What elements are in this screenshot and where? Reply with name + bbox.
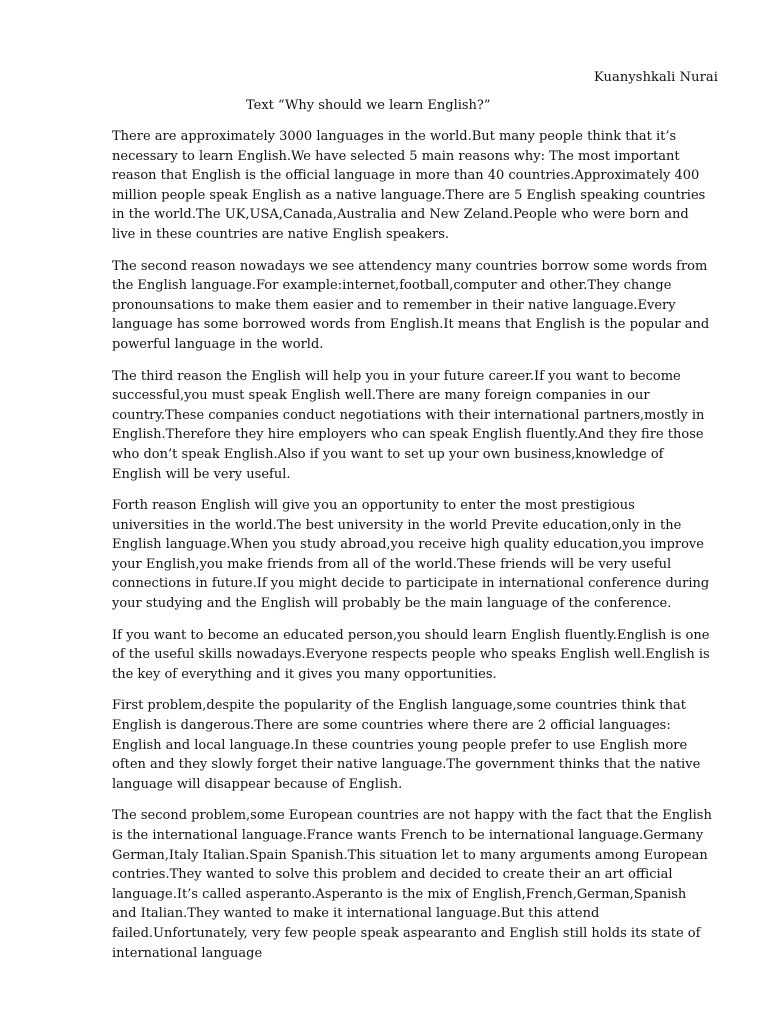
paragraph-4: Forth reason English will give you an opportunity to enter the most prestigious universities in the world.The best university in the world Previte education,only in the English language.When you study abroad,you receive high quality education,you improve your English,you make friends from all of the world.These friends will be very useful connections in future.If you might decide to participate in international conference during your studying and the English will probably be the main language of the conference. (112, 498, 710, 612)
paragraph-5: If you want to become an educated person,you should learn English fluently.English is one of the useful skills nowadays.Everyone respects people who speaks English well.English is the key of everything and it gives you many opportunities. (112, 627, 710, 682)
paragraph-3: The third reason the English will help you in your future career.If you want to become successful,you must speak English well.There are many foreign companies in our country.These companies conduct negotiations with their international partners,mostly in English.Therefore they hire employers who can speak English fluently.And they fire those who don’t speak English.Also if you want to set up your own business,knowledge of English will be very useful. (112, 368, 705, 482)
document-body (112, 127, 714, 975)
author-name: Kuanyshkali Nurai (594, 70, 718, 85)
paragraph-6: First problem,despite the popularity of the English language,some countries think that English is dangerous.There are some countries where there are 2 official languages: English and local language.In these countries young people prefer to use English more often and they slowly forget their native language.The government thinks that the native language will disappear because of English. (112, 698, 701, 792)
paragraph-1: There are approximately 3000 languages in the world.But many people think that it’s necessary to learn English.We have selected 5 main reasons why: The most important reason that English is the official language in more than 40 countries.Approximately 400 million people speak English as a native language.There are 5 English speaking countries in the world.The UK,USA,Canada,Australia and New Zeland.People who were born and live in these countries are native English speakers. (112, 129, 706, 242)
paragraph-7: The second problem,some European countries are not happy with the fact that the English is the international language.France wants French to be international language.Germany German,Italy Italian.Spain Spanish.This situation let to many arguments among European contries.They wanted to solve this problem and decided to create their an art official language.It’s called asperanto.Asperanto is the mix of English,French,German,Spanish and Italian.They wanted to make it international language.But this attend failed.Unfortunately, very few people speak aspearanto and English still holds its state of international language (112, 808, 712, 961)
document-title: Text “Why should we learn English?” (246, 98, 491, 113)
paragraph-2: The second reason nowadays we see attendency many countries borrow some words from the English language.For example:internet,football,computer and other.They change pronounsations to make them easier and to remember in their native language.Every language has some borrowed words from English.It means that English is the popular and powerful language in the world. (112, 258, 710, 352)
